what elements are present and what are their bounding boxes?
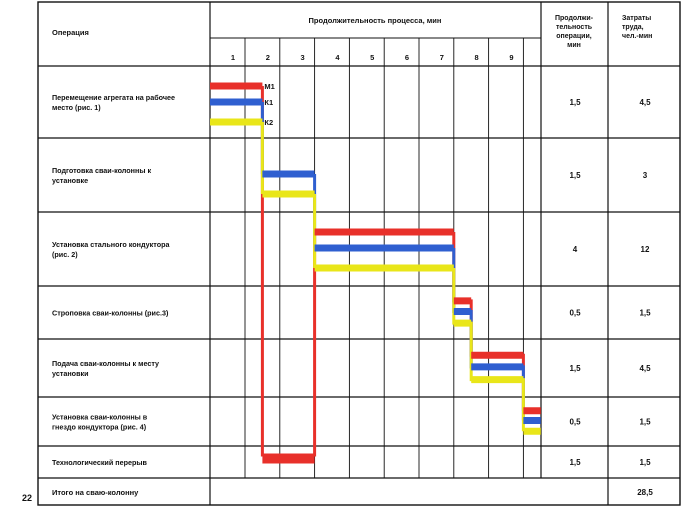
op-duration-header: тельность <box>555 24 593 31</box>
operation-name: место (рис. 1) <box>52 103 101 112</box>
op-duration-header: Продолжи- <box>554 15 594 22</box>
operation-name: Перемещение агрегата на рабочее <box>52 93 176 102</box>
worker-label: М1 <box>264 82 275 91</box>
op-duration-header: операции, <box>556 33 592 40</box>
operation-labor: 4,5 <box>639 98 651 107</box>
operation-labor: 1,5 <box>639 417 651 427</box>
minute-tick-label: 3 <box>300 53 305 62</box>
operation-name: установки <box>52 369 89 378</box>
minute-tick-label: 6 <box>404 53 410 62</box>
op-duration-header: мин <box>567 42 581 49</box>
table-labels <box>52 15 653 497</box>
duration-header: Продолжительность процесса, мин <box>308 16 442 25</box>
worker-label: К2 <box>264 118 274 127</box>
gantt-bars <box>210 86 541 460</box>
operation-labor: 1,5 <box>639 308 651 318</box>
minute-tick-label: 2 <box>265 53 270 62</box>
operation-name: Подготовка сваи-колонны к <box>52 166 152 175</box>
labor-header: труда, <box>622 24 644 31</box>
minute-tick-label: 4 <box>335 53 340 62</box>
minute-tick-label: 5 <box>370 53 375 62</box>
operation-header: Операция <box>52 28 89 37</box>
worker-label: К1 <box>264 98 274 107</box>
operation-name: гнездо кондуктора (рис. 4) <box>52 422 147 432</box>
total-label: Итого на сваю-колонну <box>52 488 139 497</box>
operation-name: Технологический перерыв <box>52 458 147 467</box>
operation-duration: 4 <box>572 245 578 254</box>
operation-name: Подача сваи-колонны к месту <box>52 359 160 368</box>
operation-labor: 4,5 <box>639 364 651 373</box>
operation-name: Установка стального кондуктора <box>52 240 170 249</box>
page-number: 22 <box>22 493 33 503</box>
operation-duration: 1,5 <box>569 171 581 180</box>
labor-header: Затраты <box>622 15 652 22</box>
operation-labor: 12 <box>640 245 650 254</box>
operation-labor: 1,5 <box>639 458 651 467</box>
operation-name: (рис. 2) <box>52 250 78 259</box>
minute-tick-label: 1 <box>230 53 236 62</box>
operation-name: установке <box>52 176 89 185</box>
gantt-connector <box>262 86 314 455</box>
minute-tick-label: 7 <box>439 53 444 62</box>
minute-tick-label: 8 <box>474 53 479 62</box>
labor-header: чел.-мин <box>622 33 653 40</box>
operation-name: Строповка сваи-колонны (рис.3) <box>52 308 169 318</box>
operation-duration: 1,5 <box>569 98 581 107</box>
total-labor: 28,5 <box>637 488 653 497</box>
operation-duration: 1,5 <box>569 458 581 467</box>
operation-duration: 0,5 <box>569 308 581 318</box>
operation-labor: 3 <box>642 171 648 180</box>
operation-name: Установка сваи-колонны в <box>52 412 148 422</box>
minute-tick-label: 9 <box>509 53 514 62</box>
operation-duration: 1,5 <box>569 364 581 373</box>
operation-duration: 0,5 <box>569 417 581 427</box>
